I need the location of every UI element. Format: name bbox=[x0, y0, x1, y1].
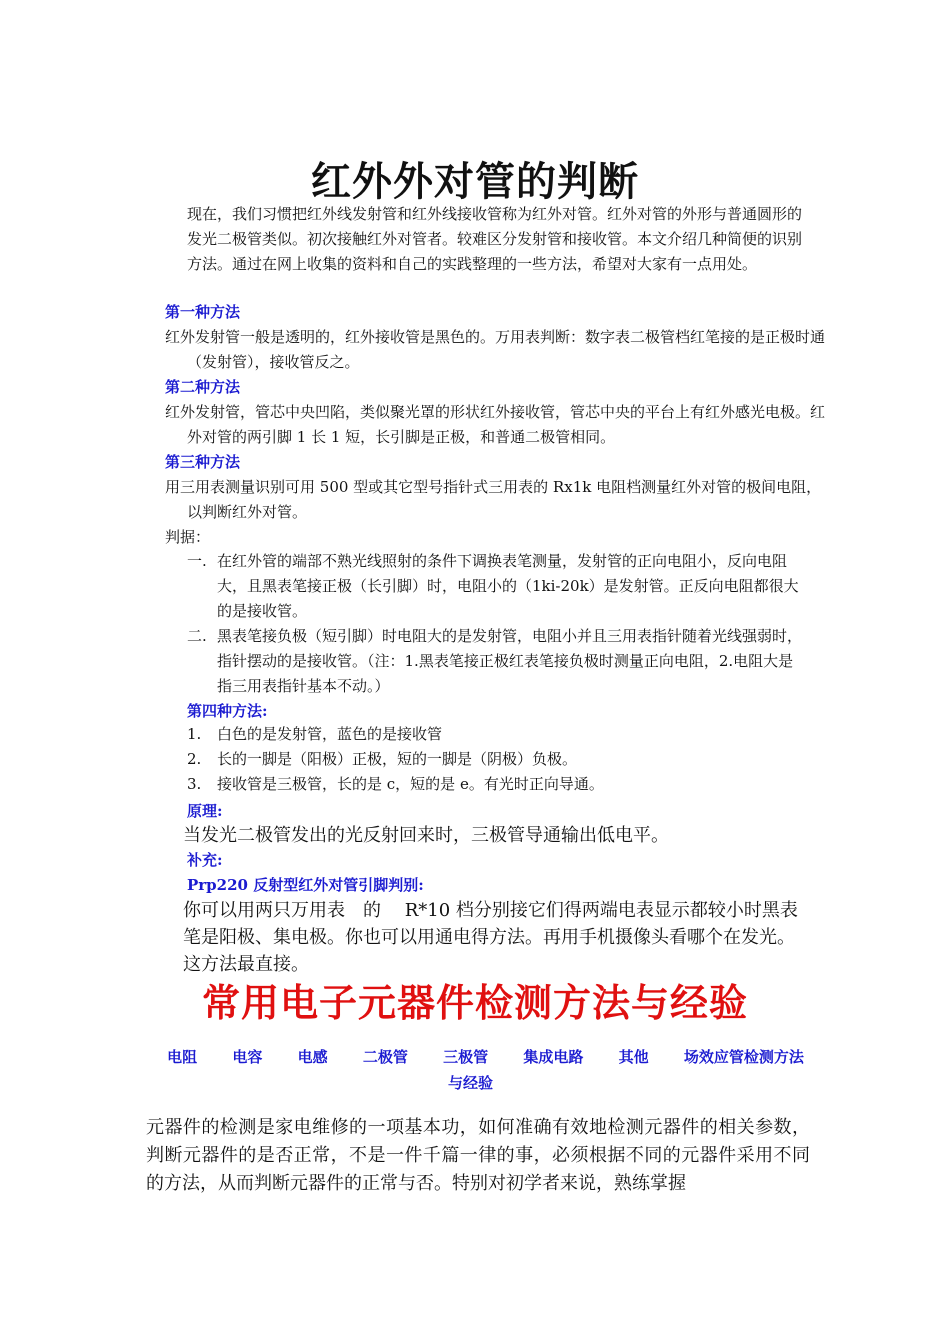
list-item bbox=[187, 722, 807, 747]
method3-text: 用三用表测量识别可用 500 型或其它型号指针式三用表的 Rx1k 电阻档测量红外对管的极间电阻，以判断红外对管。 bbox=[165, 478, 822, 521]
list-item-text: 长的一脚是（阳极）正极，短的一脚是（阴极）负极。 bbox=[217, 750, 578, 768]
supplement-subheading: Prp220 反射型红外对管引脚判别: bbox=[187, 876, 424, 894]
section-title: 常用电子元器件检测方法与经验 bbox=[201, 981, 748, 1025]
list-item bbox=[187, 747, 807, 772]
nav-link-transistor[interactable]: 三极管 bbox=[443, 1048, 489, 1066]
component-nav bbox=[148, 1044, 808, 1096]
basis-label: 判据： bbox=[165, 528, 211, 546]
principle-text: 当发光二极管发出的光反射回来时，三极管导通输出低电平。 bbox=[183, 825, 669, 846]
closing-paragraph: 元器件的检测是家电维修的一项基本功，如何准确有效地检测元器件的相关参数，判断元器件的是否正常，不是一件千篇一律的事，必须根据不同的元器件采用不同的方法，从而判断元器件的正常与否。特别对初学者来说，熟练掌握 bbox=[146, 1117, 810, 1194]
method3-heading: 第三种方法 bbox=[165, 453, 241, 471]
principle-heading: 原理: bbox=[187, 802, 223, 820]
list-item-number: 3. bbox=[187, 775, 202, 793]
method1-heading: 第一种方法 bbox=[165, 303, 241, 321]
list-item-text: 黑表笔接负极（短引脚）时电阻大的是发射管，电阻小并且三用表指针随着光线强弱时，指针摆动的是接收管。（注：1.黑表笔接正极红表笔接负极时测量正向电阻，2.电阻大是指三用表指针基本不动。） bbox=[217, 627, 803, 695]
nav-link-fet[interactable]: 场效应管检测方法与经验 bbox=[447, 1048, 804, 1092]
method1-text: 红外发射管一般是透明的，红外接收管是黑色的。万用表判断：数字表二极管档红笔接的是正极时通（发射管），接收管反之。 bbox=[165, 328, 826, 371]
list-item-number: 一. bbox=[187, 552, 207, 570]
nav-link-resistor[interactable]: 电阻 bbox=[167, 1048, 198, 1066]
list-item bbox=[187, 772, 807, 797]
method4-heading: 第四种方法: bbox=[187, 702, 268, 720]
nav-link-other[interactable]: 其他 bbox=[618, 1048, 649, 1066]
intro-paragraph: 现在，我们习惯把红外线发射管和红外线接收管称为红外对管。红外对管的外形与普通圆形的发光二极管类似。初次接触红外对管者。较难区分发射管和接收管。本文介绍几种简便的识别方法。通过在网上收集的资料和自己的实践整理的一些方法，希望对大家有一点用处。 bbox=[187, 205, 803, 273]
nav-link-inductor[interactable]: 电感 bbox=[297, 1048, 328, 1066]
method2-text: 红外发射管，管芯中央凹陷，类似聚光罩的形状红外接收管，管芯中央的平台上有红外感光电极。红外对管的两引脚 1 长 1 短，长引脚是正极，和普通二极管相同。 bbox=[165, 403, 826, 446]
page-title: 红外外对管的判断 bbox=[311, 159, 639, 205]
supplement-heading: 补充: bbox=[187, 851, 223, 869]
nav-link-diode[interactable]: 二极管 bbox=[362, 1048, 408, 1066]
list-item bbox=[187, 549, 807, 624]
list-item-text: 接收管是三极管，长的是 c，短的是 e。有光时正向导通。 bbox=[217, 775, 604, 793]
basis-list bbox=[187, 549, 807, 699]
supplement-text: 你可以用两只万用表 的 R*10 档分别接它们得两端电表显示都较小时黑表笔是阳极、集电极。你也可以用通电得方法。再用手机摄像头看哪个在发光。这方法最直接。 bbox=[183, 900, 798, 975]
list-item-number: 2. bbox=[187, 750, 202, 768]
nav-link-capacitor[interactable]: 电容 bbox=[232, 1048, 263, 1066]
list-item-text: 白色的是发射管，蓝色的是接收管 bbox=[217, 725, 443, 743]
nav-link-ic[interactable]: 集成电路 bbox=[523, 1048, 584, 1066]
list-item bbox=[187, 624, 807, 699]
list-item-number: 1. bbox=[187, 725, 202, 743]
method2-heading: 第二种方法 bbox=[165, 378, 241, 396]
list-item-number: 二. bbox=[187, 627, 207, 645]
list-item-text: 在红外管的端部不熟光线照射的条件下调换表笔测量，发射管的正向电阻小，反向电阻大，且黑表笔接正极（长引脚）时，电阻小的（1ki-20k）是发射管。正反向电阻都很大的是接收管。 bbox=[217, 552, 799, 620]
method4-list bbox=[187, 722, 807, 797]
